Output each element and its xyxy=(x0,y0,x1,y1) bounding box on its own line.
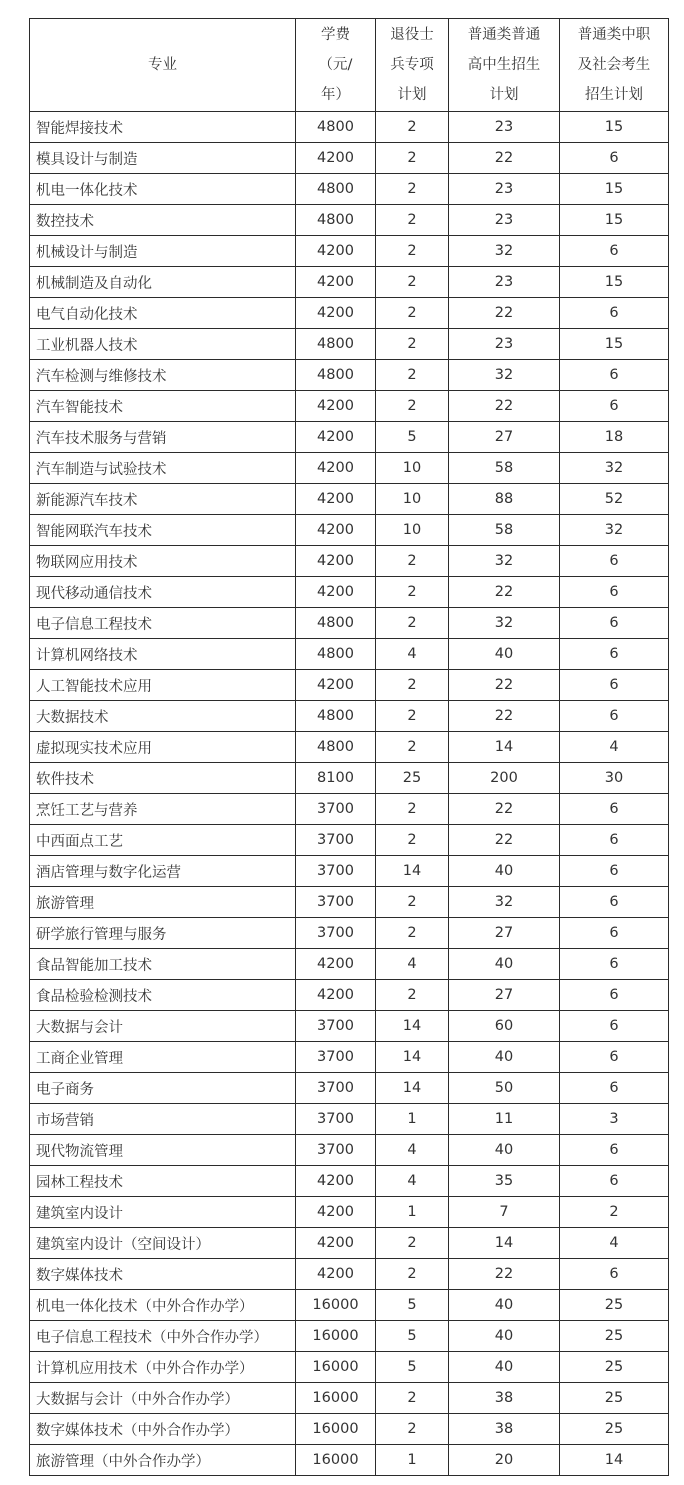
table-row xyxy=(30,701,669,732)
major-cell: 食品检验检测技术 xyxy=(30,980,296,1011)
vocational-plan-cell: 25 xyxy=(560,1352,669,1383)
veteran-plan-cell: 10 xyxy=(376,515,449,546)
major-cell: 烹饪工艺与营养 xyxy=(30,794,296,825)
major-cell: 大数据与会计（中外合作办学） xyxy=(30,1383,296,1414)
veteran-plan-cell: 2 xyxy=(376,701,449,732)
veteran-plan-cell: 14 xyxy=(376,1073,449,1104)
tuition-cell: 16000 xyxy=(296,1414,376,1445)
general-plan-cell: 40 xyxy=(449,856,560,887)
table-header xyxy=(30,19,669,112)
tuition-cell: 16000 xyxy=(296,1352,376,1383)
major-cell: 新能源汽车技术 xyxy=(30,484,296,515)
tuition-cell: 3700 xyxy=(296,1135,376,1166)
tuition-cell: 4200 xyxy=(296,670,376,701)
major-cell: 市场营销 xyxy=(30,1104,296,1135)
veteran-plan-cell: 2 xyxy=(376,794,449,825)
tuition-cell: 16000 xyxy=(296,1445,376,1476)
major-cell: 工业机器人技术 xyxy=(30,329,296,360)
vocational-plan-cell: 15 xyxy=(560,174,669,205)
header-tuition-line: （元/ xyxy=(318,57,353,73)
veteran-plan-cell: 14 xyxy=(376,1011,449,1042)
major-cell: 现代物流管理 xyxy=(30,1135,296,1166)
veteran-plan-cell: 2 xyxy=(376,825,449,856)
major-cell: 计算机网络技术 xyxy=(30,639,296,670)
vocational-plan-cell: 15 xyxy=(560,329,669,360)
vocational-plan-cell: 6 xyxy=(560,546,669,577)
general-plan-cell: 20 xyxy=(449,1445,560,1476)
table-row xyxy=(30,112,669,143)
vocational-plan-cell: 6 xyxy=(560,391,669,422)
table-row xyxy=(30,143,669,174)
tuition-cell: 3700 xyxy=(296,1042,376,1073)
general-plan-cell: 88 xyxy=(449,484,560,515)
tuition-cell: 4800 xyxy=(296,205,376,236)
major-cell: 食品智能加工技术 xyxy=(30,949,296,980)
major-cell: 智能焊接技术 xyxy=(30,112,296,143)
major-cell: 机电一体化技术（中外合作办学） xyxy=(30,1290,296,1321)
veteran-plan-cell: 2 xyxy=(376,577,449,608)
veteran-plan-cell: 2 xyxy=(376,732,449,763)
tuition-cell: 4800 xyxy=(296,701,376,732)
veteran-plan-cell: 5 xyxy=(376,422,449,453)
vocational-plan-cell: 2 xyxy=(560,1197,669,1228)
tuition-cell: 4800 xyxy=(296,174,376,205)
tuition-cell: 3700 xyxy=(296,794,376,825)
general-plan-cell: 7 xyxy=(449,1197,560,1228)
major-cell: 酒店管理与数字化运营 xyxy=(30,856,296,887)
veteran-plan-cell: 2 xyxy=(376,329,449,360)
veteran-plan-cell: 5 xyxy=(376,1321,449,1352)
major-cell: 现代移动通信技术 xyxy=(30,577,296,608)
major-cell: 虚拟现实技术应用 xyxy=(30,732,296,763)
general-plan-cell: 23 xyxy=(449,112,560,143)
major-cell: 大数据与会计 xyxy=(30,1011,296,1042)
general-plan-cell: 40 xyxy=(449,1352,560,1383)
general-plan-cell: 22 xyxy=(449,1259,560,1290)
general-plan-cell: 40 xyxy=(449,639,560,670)
vocational-plan-cell: 6 xyxy=(560,670,669,701)
table-row xyxy=(30,980,669,1011)
general-plan-cell: 23 xyxy=(449,267,560,298)
general-plan-cell: 22 xyxy=(449,670,560,701)
general-plan-cell: 40 xyxy=(449,1042,560,1073)
table-row xyxy=(30,1352,669,1383)
table-row xyxy=(30,825,669,856)
major-cell: 机械制造及自动化 xyxy=(30,267,296,298)
general-plan-cell: 60 xyxy=(449,1011,560,1042)
table-row xyxy=(30,1166,669,1197)
major-cell: 模具设计与制造 xyxy=(30,143,296,174)
general-plan-cell: 40 xyxy=(449,1135,560,1166)
general-plan-cell: 200 xyxy=(449,763,560,794)
tuition-cell: 4800 xyxy=(296,112,376,143)
general-plan-cell: 22 xyxy=(449,298,560,329)
tuition-cell: 4200 xyxy=(296,1259,376,1290)
header-general-highschool-plan xyxy=(449,19,560,112)
veteran-plan-cell: 5 xyxy=(376,1352,449,1383)
general-plan-cell: 27 xyxy=(449,422,560,453)
tuition-cell: 4200 xyxy=(296,484,376,515)
general-plan-cell: 14 xyxy=(449,732,560,763)
tuition-cell: 16000 xyxy=(296,1321,376,1352)
table-row xyxy=(30,763,669,794)
tuition-cell: 4800 xyxy=(296,329,376,360)
veteran-plan-cell: 2 xyxy=(376,887,449,918)
general-plan-cell: 32 xyxy=(449,236,560,267)
general-plan-cell: 40 xyxy=(449,949,560,980)
veteran-plan-cell: 25 xyxy=(376,763,449,794)
admission-plan-table xyxy=(29,18,669,1476)
major-cell: 中西面点工艺 xyxy=(30,825,296,856)
veteran-plan-cell: 2 xyxy=(376,546,449,577)
vocational-plan-cell: 3 xyxy=(560,1104,669,1135)
table-row xyxy=(30,577,669,608)
general-plan-cell: 32 xyxy=(449,360,560,391)
tuition-cell: 4200 xyxy=(296,422,376,453)
table-row xyxy=(30,1197,669,1228)
vocational-plan-cell: 6 xyxy=(560,918,669,949)
header-general-line: 计划 xyxy=(489,87,519,103)
major-cell: 人工智能技术应用 xyxy=(30,670,296,701)
vocational-plan-cell: 6 xyxy=(560,639,669,670)
veteran-plan-cell: 4 xyxy=(376,1135,449,1166)
tuition-cell: 4800 xyxy=(296,639,376,670)
vocational-plan-cell: 32 xyxy=(560,515,669,546)
vocational-plan-cell: 6 xyxy=(560,980,669,1011)
veteran-plan-cell: 4 xyxy=(376,639,449,670)
major-cell: 建筑室内设计 xyxy=(30,1197,296,1228)
tuition-cell: 4200 xyxy=(296,236,376,267)
header-veteran-line: 计划 xyxy=(397,87,427,103)
table-row xyxy=(30,1135,669,1166)
table-row xyxy=(30,453,669,484)
veteran-plan-cell: 2 xyxy=(376,1259,449,1290)
table-row xyxy=(30,1445,669,1476)
table-body xyxy=(30,112,669,1476)
table-row xyxy=(30,1042,669,1073)
table-row xyxy=(30,174,669,205)
general-plan-cell: 22 xyxy=(449,825,560,856)
vocational-plan-cell: 14 xyxy=(560,1445,669,1476)
vocational-plan-cell: 18 xyxy=(560,422,669,453)
vocational-plan-cell: 6 xyxy=(560,825,669,856)
tuition-cell: 16000 xyxy=(296,1290,376,1321)
veteran-plan-cell: 2 xyxy=(376,205,449,236)
table-row xyxy=(30,1321,669,1352)
tuition-cell: 3700 xyxy=(296,918,376,949)
tuition-cell: 4200 xyxy=(296,515,376,546)
vocational-plan-cell: 15 xyxy=(560,267,669,298)
veteran-plan-cell: 1 xyxy=(376,1197,449,1228)
major-cell: 数字媒体技术 xyxy=(30,1259,296,1290)
major-cell: 机电一体化技术 xyxy=(30,174,296,205)
general-plan-cell: 11 xyxy=(449,1104,560,1135)
major-cell: 电子信息工程技术（中外合作办学） xyxy=(30,1321,296,1352)
vocational-plan-cell: 6 xyxy=(560,949,669,980)
admission-plan-table-wrapper xyxy=(29,18,669,1476)
table-row xyxy=(30,360,669,391)
veteran-plan-cell: 2 xyxy=(376,112,449,143)
tuition-cell: 8100 xyxy=(296,763,376,794)
header-major: 专业 xyxy=(30,19,296,112)
tuition-cell: 4200 xyxy=(296,1197,376,1228)
table-row xyxy=(30,1073,669,1104)
veteran-plan-cell: 14 xyxy=(376,1042,449,1073)
tuition-cell: 4200 xyxy=(296,949,376,980)
general-plan-cell: 32 xyxy=(449,608,560,639)
vocational-plan-cell: 6 xyxy=(560,298,669,329)
tuition-cell: 4200 xyxy=(296,391,376,422)
vocational-plan-cell: 6 xyxy=(560,1042,669,1073)
vocational-plan-cell: 6 xyxy=(560,143,669,174)
veteran-plan-cell: 1 xyxy=(376,1104,449,1135)
table-row xyxy=(30,670,669,701)
general-plan-cell: 23 xyxy=(449,329,560,360)
header-vocational-line: 及社会考生 xyxy=(577,57,651,73)
veteran-plan-cell: 2 xyxy=(376,918,449,949)
vocational-plan-cell: 6 xyxy=(560,608,669,639)
vocational-plan-cell: 25 xyxy=(560,1414,669,1445)
table-row xyxy=(30,918,669,949)
header-general-line: 高中生招生 xyxy=(467,57,541,73)
veteran-plan-cell: 2 xyxy=(376,174,449,205)
major-cell: 汽车技术服务与营销 xyxy=(30,422,296,453)
veteran-plan-cell: 2 xyxy=(376,980,449,1011)
general-plan-cell: 32 xyxy=(449,887,560,918)
vocational-plan-cell: 25 xyxy=(560,1321,669,1352)
vocational-plan-cell: 6 xyxy=(560,360,669,391)
table-row xyxy=(30,546,669,577)
veteran-plan-cell: 2 xyxy=(376,1383,449,1414)
tuition-cell: 3700 xyxy=(296,856,376,887)
tuition-cell: 4200 xyxy=(296,1166,376,1197)
veteran-plan-cell: 2 xyxy=(376,608,449,639)
major-cell: 机械设计与制造 xyxy=(30,236,296,267)
vocational-plan-cell: 6 xyxy=(560,794,669,825)
major-cell: 智能网联汽车技术 xyxy=(30,515,296,546)
general-plan-cell: 23 xyxy=(449,174,560,205)
table-row xyxy=(30,515,669,546)
vocational-plan-cell: 6 xyxy=(560,1166,669,1197)
vocational-plan-cell: 6 xyxy=(560,236,669,267)
tuition-cell: 4200 xyxy=(296,453,376,484)
table-row xyxy=(30,329,669,360)
major-cell: 电气自动化技术 xyxy=(30,298,296,329)
general-plan-cell: 27 xyxy=(449,918,560,949)
vocational-plan-cell: 25 xyxy=(560,1383,669,1414)
major-cell: 旅游管理 xyxy=(30,887,296,918)
header-veteran-line: 兵专项 xyxy=(390,57,434,73)
general-plan-cell: 22 xyxy=(449,701,560,732)
table-row xyxy=(30,1383,669,1414)
header-vocational-line: 普通类中职 xyxy=(577,27,651,43)
general-plan-cell: 58 xyxy=(449,515,560,546)
veteran-plan-cell: 2 xyxy=(376,298,449,329)
tuition-cell: 3700 xyxy=(296,887,376,918)
veteran-plan-cell: 14 xyxy=(376,856,449,887)
tuition-cell: 4200 xyxy=(296,267,376,298)
table-row xyxy=(30,484,669,515)
table-row xyxy=(30,639,669,670)
general-plan-cell: 27 xyxy=(449,980,560,1011)
veteran-plan-cell: 2 xyxy=(376,391,449,422)
vocational-plan-cell: 6 xyxy=(560,1011,669,1042)
vocational-plan-cell: 6 xyxy=(560,887,669,918)
veteran-plan-cell: 2 xyxy=(376,143,449,174)
major-cell: 工商企业管理 xyxy=(30,1042,296,1073)
veteran-plan-cell: 2 xyxy=(376,1228,449,1259)
veteran-plan-cell: 2 xyxy=(376,267,449,298)
tuition-cell: 4200 xyxy=(296,1228,376,1259)
major-cell: 大数据技术 xyxy=(30,701,296,732)
table-row xyxy=(30,608,669,639)
general-plan-cell: 23 xyxy=(449,205,560,236)
table-row xyxy=(30,267,669,298)
vocational-plan-cell: 6 xyxy=(560,1135,669,1166)
header-tuition-line: 学费 xyxy=(321,27,350,43)
major-cell: 物联网应用技术 xyxy=(30,546,296,577)
tuition-cell: 3700 xyxy=(296,1011,376,1042)
major-cell: 电子信息工程技术 xyxy=(30,608,296,639)
veteran-plan-cell: 1 xyxy=(376,1445,449,1476)
vocational-plan-cell: 6 xyxy=(560,1259,669,1290)
general-plan-cell: 38 xyxy=(449,1414,560,1445)
tuition-cell: 3700 xyxy=(296,1104,376,1135)
tuition-cell: 4200 xyxy=(296,546,376,577)
header-veteran-plan xyxy=(376,19,449,112)
general-plan-cell: 22 xyxy=(449,391,560,422)
tuition-cell: 3700 xyxy=(296,1073,376,1104)
general-plan-cell: 35 xyxy=(449,1166,560,1197)
major-cell: 建筑室内设计（空间设计） xyxy=(30,1228,296,1259)
tuition-cell: 4200 xyxy=(296,298,376,329)
general-plan-cell: 38 xyxy=(449,1383,560,1414)
tuition-cell: 4200 xyxy=(296,577,376,608)
veteran-plan-cell: 10 xyxy=(376,453,449,484)
veteran-plan-cell: 4 xyxy=(376,949,449,980)
table-row xyxy=(30,1259,669,1290)
header-tuition-line: 年） xyxy=(321,87,350,103)
major-cell: 数字媒体技术（中外合作办学） xyxy=(30,1414,296,1445)
general-plan-cell: 32 xyxy=(449,546,560,577)
veteran-plan-cell: 10 xyxy=(376,484,449,515)
tuition-cell: 4800 xyxy=(296,732,376,763)
table-row xyxy=(30,949,669,980)
table-row xyxy=(30,887,669,918)
header-general-line: 普通类普通 xyxy=(467,27,541,43)
vocational-plan-cell: 6 xyxy=(560,701,669,732)
general-plan-cell: 50 xyxy=(449,1073,560,1104)
general-plan-cell: 40 xyxy=(449,1290,560,1321)
general-plan-cell: 22 xyxy=(449,577,560,608)
veteran-plan-cell: 4 xyxy=(376,1166,449,1197)
major-cell: 旅游管理（中外合作办学） xyxy=(30,1445,296,1476)
tuition-cell: 4200 xyxy=(296,980,376,1011)
tuition-cell: 4800 xyxy=(296,360,376,391)
vocational-plan-cell: 6 xyxy=(560,1073,669,1104)
veteran-plan-cell: 5 xyxy=(376,1290,449,1321)
major-cell: 汽车智能技术 xyxy=(30,391,296,422)
major-cell: 软件技术 xyxy=(30,763,296,794)
vocational-plan-cell: 15 xyxy=(560,205,669,236)
veteran-plan-cell: 2 xyxy=(376,360,449,391)
header-veteran-line: 退役士 xyxy=(390,27,434,43)
header-row xyxy=(30,19,669,112)
major-cell: 研学旅行管理与服务 xyxy=(30,918,296,949)
veteran-plan-cell: 2 xyxy=(376,236,449,267)
general-plan-cell: 22 xyxy=(449,143,560,174)
header-vocational-social-plan xyxy=(560,19,669,112)
general-plan-cell: 58 xyxy=(449,453,560,484)
major-cell: 园林工程技术 xyxy=(30,1166,296,1197)
table-row xyxy=(30,856,669,887)
table-row xyxy=(30,794,669,825)
vocational-plan-cell: 52 xyxy=(560,484,669,515)
table-row xyxy=(30,298,669,329)
header-vocational-line: 招生计划 xyxy=(585,87,643,103)
vocational-plan-cell: 15 xyxy=(560,112,669,143)
vocational-plan-cell: 25 xyxy=(560,1290,669,1321)
table-row xyxy=(30,1228,669,1259)
tuition-cell: 4200 xyxy=(296,143,376,174)
major-cell: 汽车制造与试验技术 xyxy=(30,453,296,484)
general-plan-cell: 14 xyxy=(449,1228,560,1259)
tuition-cell: 16000 xyxy=(296,1383,376,1414)
veteran-plan-cell: 2 xyxy=(376,670,449,701)
table-row xyxy=(30,1414,669,1445)
major-cell: 计算机应用技术（中外合作办学） xyxy=(30,1352,296,1383)
table-row xyxy=(30,1290,669,1321)
table-row xyxy=(30,1104,669,1135)
vocational-plan-cell: 4 xyxy=(560,732,669,763)
header-tuition xyxy=(296,19,376,112)
vocational-plan-cell: 4 xyxy=(560,1228,669,1259)
major-cell: 汽车检测与维修技术 xyxy=(30,360,296,391)
table-row xyxy=(30,391,669,422)
general-plan-cell: 22 xyxy=(449,794,560,825)
table-row xyxy=(30,205,669,236)
table-row xyxy=(30,1011,669,1042)
table-row xyxy=(30,236,669,267)
veteran-plan-cell: 2 xyxy=(376,1414,449,1445)
table-row xyxy=(30,732,669,763)
major-cell: 电子商务 xyxy=(30,1073,296,1104)
vocational-plan-cell: 32 xyxy=(560,453,669,484)
table-row xyxy=(30,422,669,453)
general-plan-cell: 40 xyxy=(449,1321,560,1352)
major-cell: 数控技术 xyxy=(30,205,296,236)
tuition-cell: 4800 xyxy=(296,608,376,639)
vocational-plan-cell: 30 xyxy=(560,763,669,794)
vocational-plan-cell: 6 xyxy=(560,577,669,608)
vocational-plan-cell: 6 xyxy=(560,856,669,887)
tuition-cell: 3700 xyxy=(296,825,376,856)
